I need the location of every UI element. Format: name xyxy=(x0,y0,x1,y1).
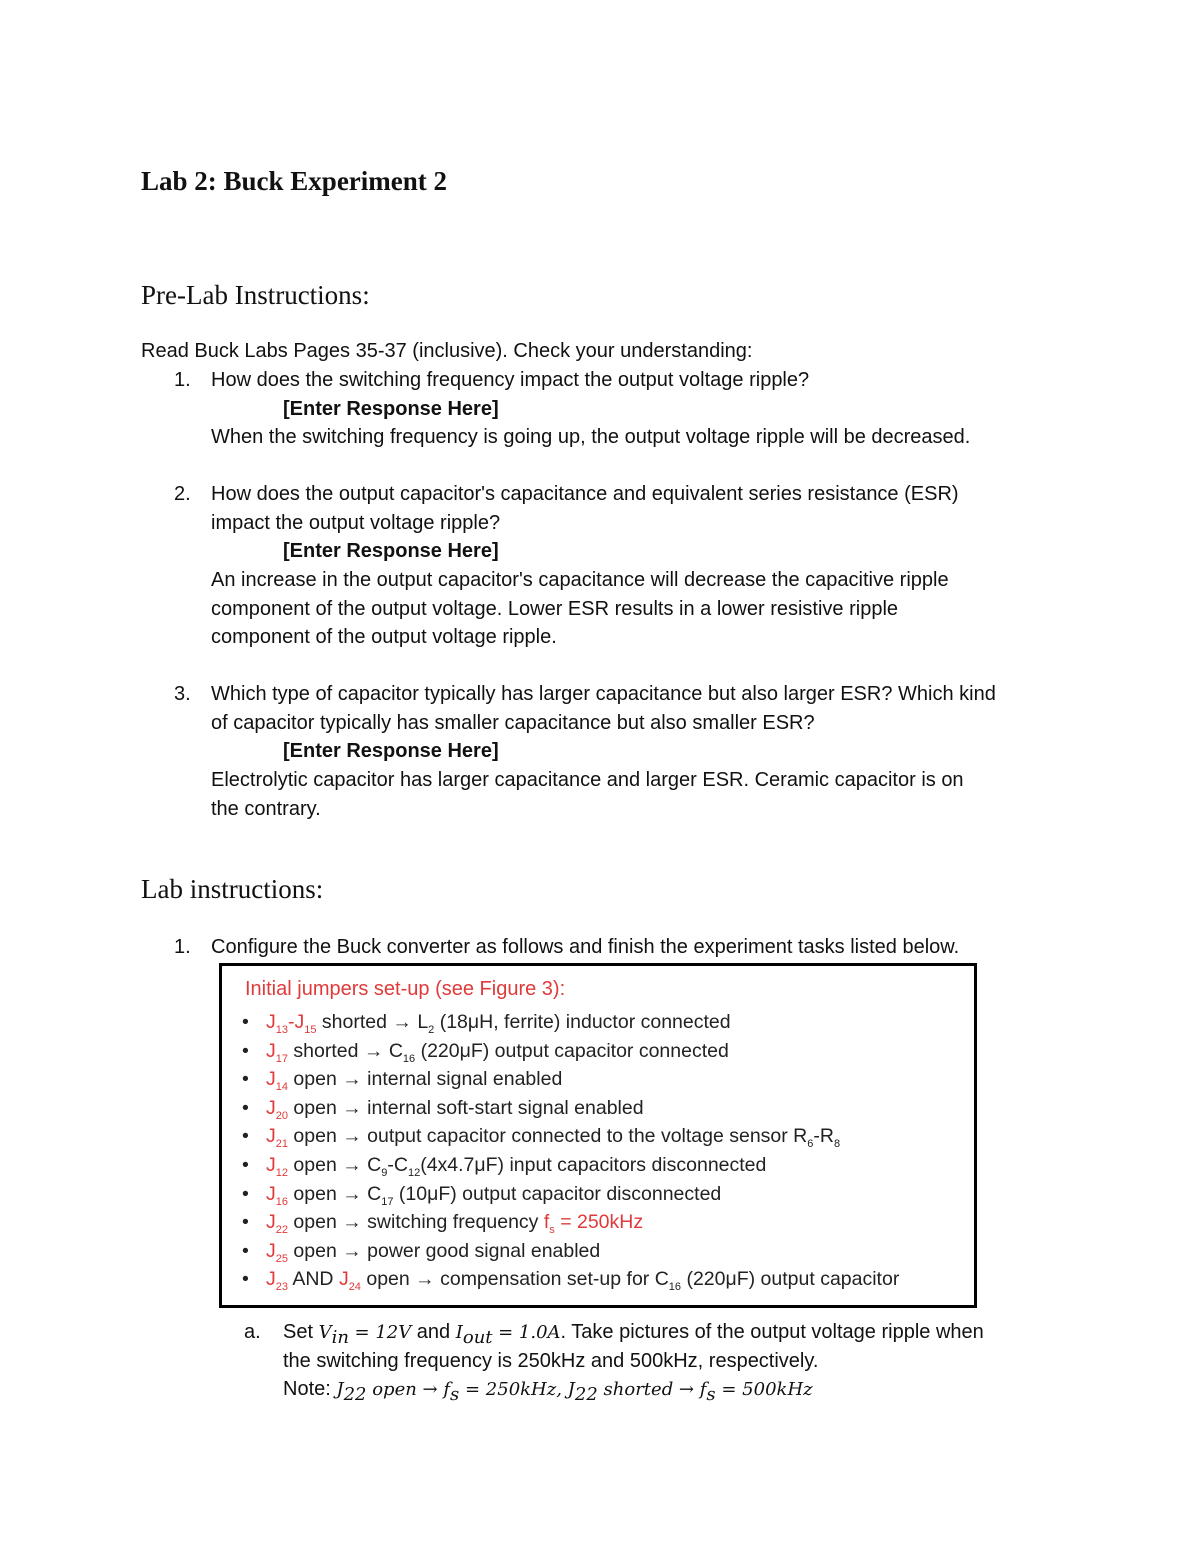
response-label: [Enter Response Here] xyxy=(283,740,499,762)
task-a-line2: the switching frequency is 250kHz and 500kHz, respectively. xyxy=(283,1350,819,1372)
response-label: [Enter Response Here] xyxy=(283,398,499,420)
page-title: Lab 2: Buck Experiment 2 xyxy=(141,166,448,196)
setup-item: • $J_{21}$ open → output capacitor connected to the voltage sensor $R_6-R_8$ xyxy=(242,1125,841,1151)
question-text: of capacitor typically has smaller capacitance but also smaller ESR? xyxy=(211,712,815,734)
question-number: 1. xyxy=(174,369,191,391)
response-label: [Enter Response Here] xyxy=(283,540,499,562)
answer-text: An increase in the output capacitor's capacitance will decrease the capacitive ripple xyxy=(211,569,949,591)
setup-item: • $J_{17}$ shorted → $C_{16}$ (220μF) output capacitor connected xyxy=(242,1039,729,1065)
setup-item: • $J_{14}$ open → internal signal enabled xyxy=(242,1068,563,1094)
prelab-intro: Read Buck Labs Pages 35-37 (inclusive). Check your understanding: xyxy=(141,340,753,362)
answer-text: When the switching frequency is going up, the output voltage ripple will be decreased. xyxy=(211,426,971,448)
question-text: How does the switching frequency impact the output voltage ripple? xyxy=(211,369,810,391)
answer-text: the contrary. xyxy=(211,798,321,820)
question-text: How does the output capacitor's capacitance and equivalent series resistance (ESR) xyxy=(211,483,959,505)
question-text: Which type of capacitor typically has larger capacitance but also larger ESR? Which kind xyxy=(211,683,996,705)
step-text: Configure the Buck converter as follows and finish the experiment tasks listed below. xyxy=(211,936,960,958)
prelab-heading: Pre-Lab Instructions: xyxy=(141,280,370,310)
task-letter: a. xyxy=(244,1321,261,1343)
question-number: 2. xyxy=(174,483,191,505)
lab-heading: Lab instructions: xyxy=(141,874,324,904)
setup-item: • $J_{23}$ AND $J_{24}$ open → compensation set-up for $C_{16}$ (220μF) output capacitor xyxy=(242,1268,900,1294)
answer-text: component of the output voltage ripple. xyxy=(211,626,557,648)
setup-item: • $J_{22}$ open → switching frequency $f_s = 250kHz$ xyxy=(242,1211,644,1237)
answer-text: Electrolytic capacitor has larger capacitance and larger ESR. Ceramic capacitor is on xyxy=(211,769,964,791)
setup-item: • $J_{20}$ open → internal soft-start signal enabled xyxy=(242,1096,644,1122)
setup-item: • $J_{16}$ open → $C_{17}$ (10μF) output capacitor disconnected xyxy=(242,1182,722,1208)
task-a-note: Note: $J_{22}$ open → $f_s = 250kHz$, $J_{22}$ shorted → $f_s = 500kHz$ xyxy=(283,1378,813,1405)
task-a-line1: Set $V_{in} = 12V$ and $I_{out} = 1.0A$. Take pictures of the output voltage ripple when xyxy=(283,1321,984,1348)
jumper-setup-figure xyxy=(219,963,977,1308)
setup-item: • $J_{13}-J_{15}$ shorted → $L_2$ (18μH, ferrite) inductor connected xyxy=(242,1011,731,1036)
answer-text: component of the output voltage. Lower ESR results in a lower resistive ripple xyxy=(211,598,899,620)
question-number: 3. xyxy=(174,683,191,705)
question-text: impact the output voltage ripple? xyxy=(211,512,501,534)
setup-item: • $J_{12}$ open → $C_9-C_{12}(4x4.7\mu F)$ input capacitors disconnected xyxy=(242,1154,767,1179)
step-number: 1. xyxy=(174,936,191,958)
setup-title: Initial jumpers set-up (see Figure 3): xyxy=(245,978,566,1000)
setup-item: • $J_{25}$ open → power good signal enabled xyxy=(242,1239,601,1265)
